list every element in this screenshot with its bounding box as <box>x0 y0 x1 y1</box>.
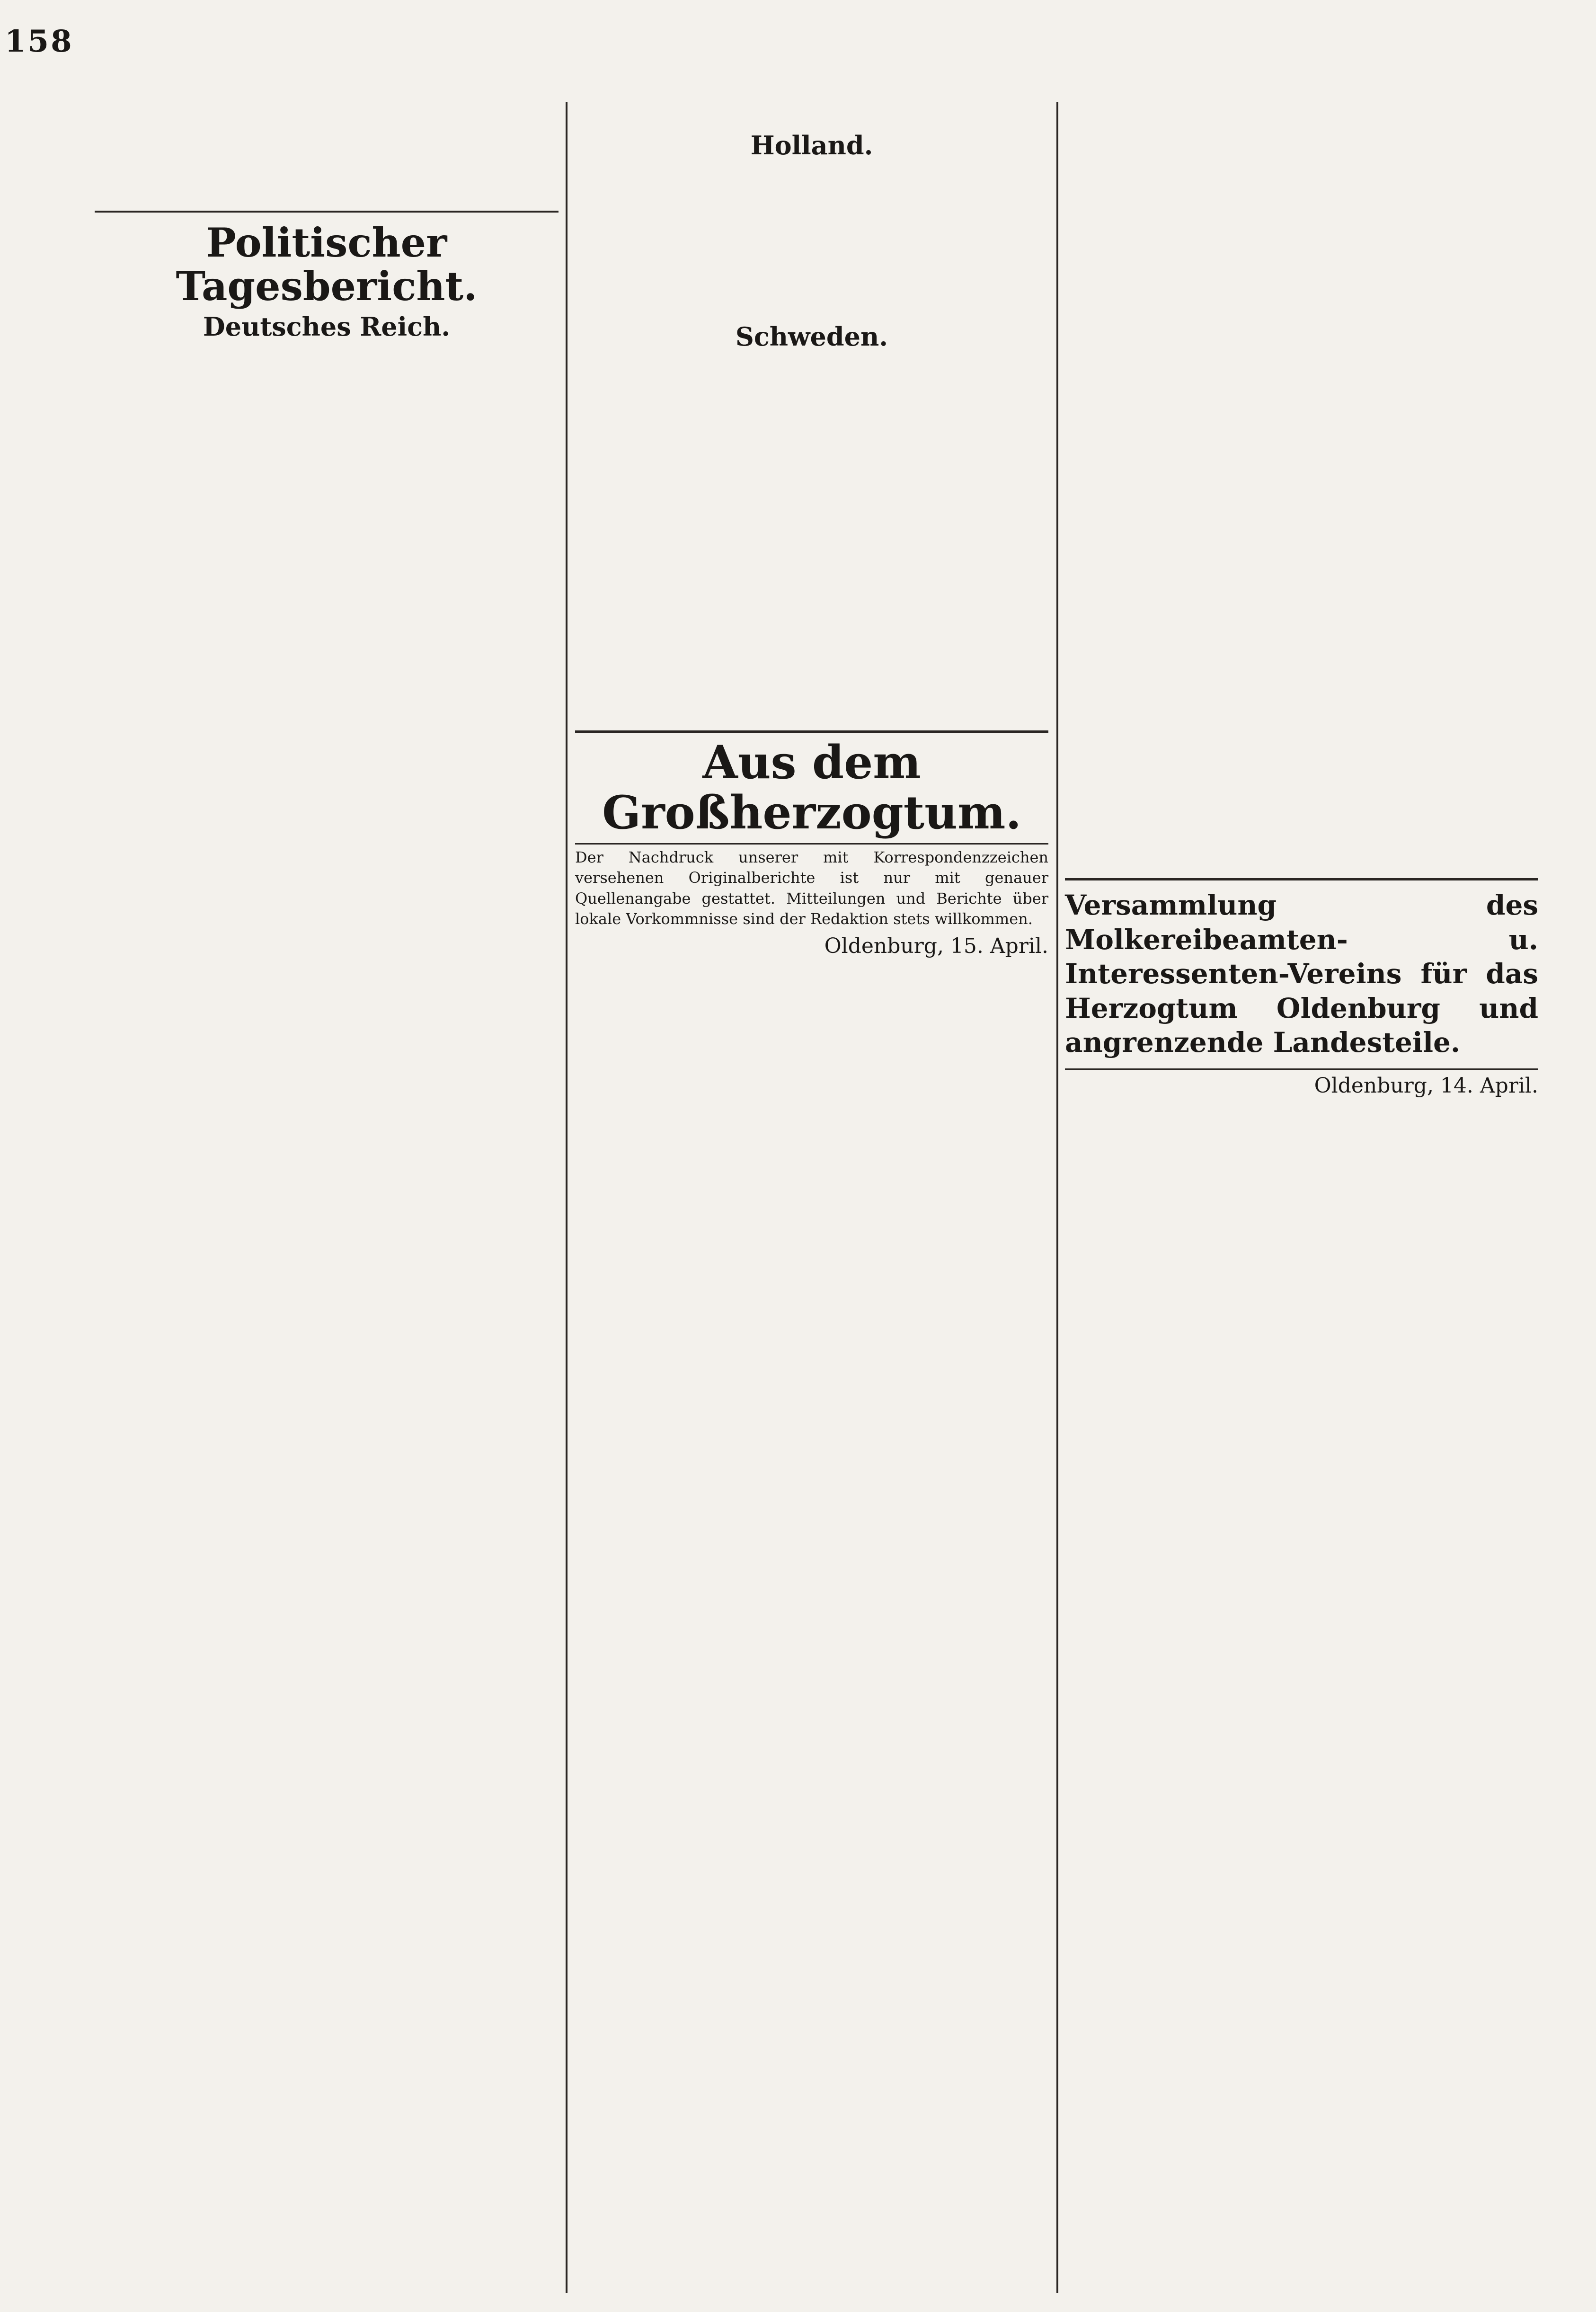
divider <box>95 211 559 213</box>
grossherzogtum-title: Aus dem Großherzogtum. <box>602 736 1021 839</box>
column-right <box>1065 102 1538 2298</box>
molkerei-title: Versammlung des Molkereibeamten- u. Interessenten-Vereins für das Herzogtum Oldenburg und angrenzende Landesteile. <box>1065 889 1538 1058</box>
grossherzogtum-dateline: Oldenburg, 15. April. <box>824 934 1048 958</box>
section-title: Politischer Tagesbericht. <box>176 219 478 310</box>
column-left <box>95 102 559 2298</box>
column-rule <box>566 102 567 2293</box>
molkerei-dateline: Oldenburg, 14. April. <box>1314 1073 1538 1098</box>
grossherzogtum-note: Der Nachdruck unserer mit Korrespondenzzeichen versehenen Originalberichte ist nur mit genauer Quellenangabe gestattet. Mitteilungen und Berichte über lokale Vorkommnisse sind der Redaktion stets willkommen. <box>575 848 1048 928</box>
section-subtitle: Deutsches Reich. <box>203 311 451 342</box>
molkerei-header <box>1065 878 1538 1070</box>
page-number: 158 <box>5 24 74 59</box>
column-rule <box>1056 102 1058 2293</box>
column-middle <box>575 102 1048 2298</box>
schweden-heading: Schweden. <box>735 321 888 352</box>
grossherzogtum-header <box>575 730 1048 845</box>
holland-heading: Holland. <box>750 130 873 160</box>
